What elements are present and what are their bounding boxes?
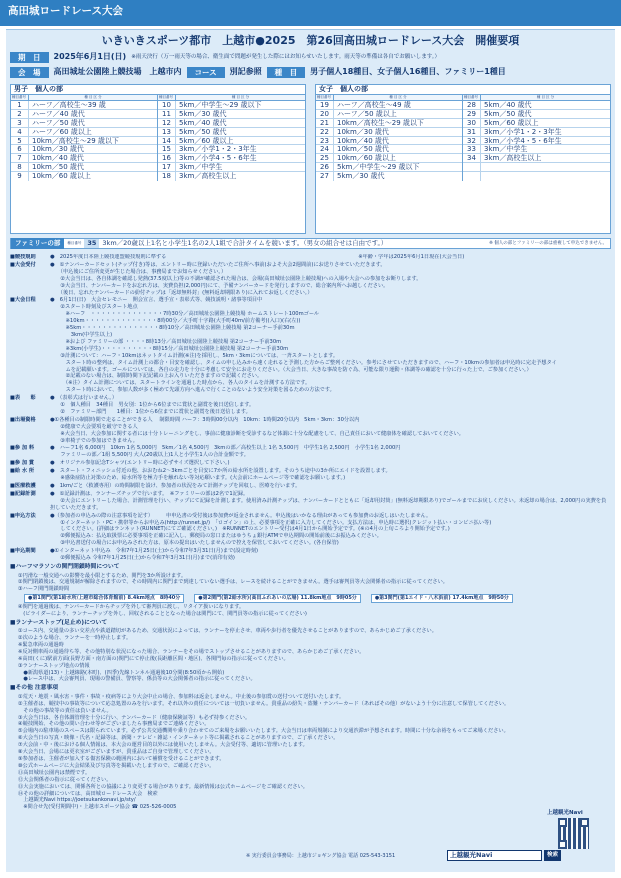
event-name: 5km／40 歳代 [179,118,227,127]
event-number: 27 [316,172,334,181]
event-number: 12 [158,119,176,127]
table-row [11,137,157,146]
date-value: 2025年6月1日(日) [53,52,127,62]
event-name: ハーフ／高校生～39 歳 [32,101,106,109]
event-name: 10km／高校生～29 歳以下 [337,118,424,127]
rule-body: ● （表彰式は行いません。） ① 個人種目 34種目 男女別：1位から6位までに賞状と副賞を後日送信します。 ② ファミリー部門 1種目：1位から6位までに賞状と副賞を後日送信します。 [50,395,255,415]
event-name: 5km／60 歳以上 [179,136,234,145]
table-row [463,119,610,128]
table-row [11,172,157,181]
event-name: 5km／60 歳以上 [484,118,539,127]
rule-section [10,254,611,261]
event-name: 10km／30 歳代 [337,127,389,136]
events-value: 男子個人18種目、女子個人16種目、ファミリー1種目 [310,67,506,77]
event-name: ハーフ／50 歳代 [32,118,85,127]
rule-body: ● ①ナンバーカードセット(チップ付き)等は、エントリー時に登録いただいたご住所へ事前(およそ大会2週間前)にお送りさせていただきます。 （申込後にご住所変更が生じた場合は、事務局までお知らせください。） ②大会当日は、各自体調を確認し発熱(37.5度以上)等の不調が確認された場合は、会場(高田城址公園陸上競技場)への入場や大会への参加をお断りします。 ③大会当日、ナンバーカードをお忘れ方は、実費負担(2,000円)にて、予備ナンバーカードを発行しますので、総合案内所へお越しください。 （後日、忘れたナンバーカードの紛付チップは「返却無料封」(無料返却期限あり)に入れてお返しください。） [50,261,422,296]
event-name: 3km／中学生 [484,145,528,154]
table-row [11,128,157,137]
event-name: 10km／40 歳代 [32,154,84,163]
rule-heading: ■大会受付 [10,261,36,268]
event-number: 18 [158,172,176,181]
rule-heading: ■申込方法 [10,512,36,519]
rule-body: ● ①記録計測は、ランナーズチップで行います。 ※ファミリーの部は2名で1記録。 ②大会にエントリーした場合、計測管理を行い、チップにて記録を計測します。使用済み計測チップは、ナンバーカードとともに「返却用封筒」(無料返却期限あり)でゴールまでにお戻しください。未返却の場合は、2,000円の実費を負担していただきます。 [50,490,607,511]
date-label: 期 日 [10,52,49,64]
event-number: 30 [463,119,481,127]
rule-body: ●（参加者の申込みの際の注意事項を記す） 申申込書の受付後は参加費が返金されません。申込後はいかなる理由があっても参加費のお返しはいたしません。 ①インターネット・PC・携帯等からお申込み(http://runnet.jp/) 「ロゴイン」の上、必要事項を正確に入力してください。支払方法は、申込時に選択(クレジット払い・コンビニ払い等) してください。(詳細はランネット(RUNNET)にてご確認ください。) ※RUNNETのエントリー受付は4月1日から開始予定です。(※の4月の上旬ころより開始予定です。) ②郵便振込み：払込取扱票に必要事項を正確に記入し、郵便局の窓口またはゆうちょ銀行ATMで申込期間の開始前後にお振込みください。 ③申込書送付の場合にお申込みされた方は、原本の提出はいたしませんので控えを保管しておいてください。(各自保管) [50,512,492,547]
event-name: 3km／高校生以上 [484,154,542,163]
table-row [463,101,610,110]
event-name: 10km／高校生～29 歳以下 [32,136,119,145]
event-name: ハーフ／高校生～49 歳 [337,101,411,109]
event-number: 34 [463,154,481,162]
course-value: 別記参照 [229,67,262,77]
table-row [158,110,305,119]
notes-title: ■その他 注意事項 [10,685,59,692]
rule-section [10,297,611,394]
rule-section [10,395,611,416]
table-row [11,163,157,172]
event-number: 10 [158,101,176,109]
date-row [10,51,440,64]
footer-organizer: ※ 実行委員会事務局：上越市ジョギング協会 電話 025-543-3151 [246,853,396,859]
event-name: 10km／60 歳以上 [337,154,396,163]
men-col-left [11,95,158,181]
family-label: ファミリーの部 [11,238,64,248]
event-name: 3km／中学生 [179,163,223,172]
event-name: ハーフ／60 歳以上 [32,127,92,136]
event-number: 13 [158,128,176,136]
rule-heading: ■出場資格 [10,416,36,423]
rule-heading: ■参 加 賞 [10,460,35,467]
event-number: 24 [316,145,334,153]
table-row [463,154,610,163]
table-row [316,154,462,163]
table-row [316,145,462,154]
event-number: 17 [158,163,176,171]
table-row [158,128,305,137]
rule-heading: ■記録計測 [10,490,36,497]
women-col-right [463,95,610,181]
men-col-no-header: 種目番号 [11,95,29,100]
event-number: 25 [316,154,334,162]
event-number: 6 [11,145,29,153]
event-name: 5km／30 歳代 [179,109,227,118]
gate-time: ●第1関門(第1給水所/上越市総合体育館前) 8.4km地点 8時40分 [24,594,184,603]
venue-row [10,66,506,79]
event-name: 5km／中学生～29 歳以下 [179,101,262,109]
table-row [463,172,610,181]
event-name: 5km／50 歳代 [179,127,227,136]
table-row [463,145,610,154]
event-number: 8 [11,163,29,171]
table-row [316,163,462,172]
nav-label: 上越観光Navi [547,810,583,816]
event-number: 29 [463,110,481,118]
family-row [10,238,611,249]
event-number: 21 [316,119,334,127]
women-table [315,84,611,234]
event-number: 14 [158,137,176,145]
half-body-2: ④関門を通過後は、ナンバーカードからチップを外して審判員に渡し、リタイア扱いになります。 (ビライダーにより、ランナーチップを外し、回収されることとなった場合は関門にて、関門員等の指示に従ってください) [18,603,307,617]
event-number: 1 [11,101,29,109]
rule-heading: ■大会日程 [10,297,36,304]
event-name: 10km／50 歳代 [337,145,389,154]
table-row [158,137,305,146]
date-note: ※雨天決行（万一雨天等の場合、衛生面で問題が発生した際にはお知らせいたします。雨天等の準備は各自でお願いします。） [131,53,441,60]
rule-body: ● スタート・フィニッシュ付近の他、おおむね2～3kmごとを目安に7か所の給水所を設置します。そのうち途中の3か所にエイドを設置します。 ※感染症防止対策のため、給水所等を極力手を触れない等対応願います。(大会前にホームページ等で確認をお願いします。) [50,468,391,482]
men-col-name-header: 種 目 区 分 [84,95,102,99]
rule-section [10,468,611,482]
table-row [11,119,157,128]
event-number: 33 [463,145,481,153]
event-number: 9 [11,172,29,181]
event-name: 5km／50 歳代 [484,109,532,118]
event-name: 3km／小学1・2・3年生 [179,145,257,154]
table-row [463,110,610,119]
table-row [158,101,305,110]
event-number: 7 [11,154,29,162]
table-row [316,172,462,181]
rule-section [10,445,611,459]
rule-heading: ■競技規則 [10,254,36,260]
qr-code-icon[interactable] [558,818,589,849]
table-row [463,163,610,172]
table-row [316,101,462,110]
table-row [158,119,305,128]
table-row [316,119,462,128]
events-label: 種 目 [267,67,306,79]
event-name: 3km／小学1・2・3年生 [484,127,562,136]
stop-body: ①コース内、交通量の多い交差点や鉄道踏切があるため、交通状況によっては、ランナーを停止させ、車両や歩行者を優先させることがありますので、あらかじめご了承ください。 ②次のような場合、ランナーを一時停止します。 ※緊急車両の通過時 ※反対側車両の通過待ち等、その他特別な状況になった場合、ランナーをその場でストップさせることがありますので、あらかじめご了承ください。 ※高田(くに)駅前方面(長野方面・南方面の)関門にて停止後(長距離区間・地区)、各関門毎の指示に従ってください。 ③ランナーストップ地点の情報 ●新潟県道(13)・上越線路(本町)、(四季)先線トンネル通過後10分間(8:50頃から開始) ●レース中は、大会審判員、現場の警備員、警察等、係員等の大会関係者の指示に従ってください。 [18,628,437,683]
stop-title: ■ランナーストップ(足止め)について [10,619,108,626]
rule-section [10,491,611,512]
family-no-label: 種目番号 [67,241,82,246]
rule-heading: ■給 水 所 [10,468,35,475]
table-row [11,154,157,163]
event-name: 3km／小学4・5・6年生 [179,154,257,163]
nav-search-button[interactable]: 検索 [544,850,561,861]
half-body: ①円滑な一般交通への影響を最小限とするため、関門を3か所設けます。 ②関門閉鎖後は、交通規制が解除されますので、その時間内に関門まで到達していない選手は、レースを続けることができません。選手は審判員等大会関係者の指示に従ってください。 ③ハーフ関門閉鎖時間 [18,572,448,593]
event-number: 2 [11,110,29,118]
rule-body: ● 1km/ごと（救護専用）の時間制限を設け、参加者の状況をみて計測チップを回収し、医療を行います。 [50,483,301,489]
rule-section [10,548,611,562]
rule-body: ● 6月1日(日) 大会セレモニー 開会宣言、選手宣・表彰式等、競技説明・諸事等項目中 ②スタート時刻及びスタート地点 ※ハーフ ・・・・・・・・・・・・・・7時30分／高田城址公園陸上競技場 ホームストレート100mゴール ※10km・・・・・・・・・・・・・・8時00分／大手町十字路(大手町40m/前方備考)(入口)(右(左)) ※5km・・・・・・・・・・・・・・・8時10分／高田城址公園陸上競技場 第2コーナー手前30m 3km(中学生以上) ※および ファミリーの部 ・・・・8時13分／高田城址公園陸上競技場 第2コーナー手前30m ※3km(小学生)・・・・・・・・・・8時15分／高田城址公園陸上競技場 第2コーナー手前30m ③計測について：ハーフ・10kmはネットタイム計測(※注)を採用し、5km・3kmについては、一斉スタートとします。 スタート時の整列は、タイム計測上の都合・目安を確認し、タイムの申し込みから速く走れると予測した方からご整列ください。参考にさせていただきますので、ハーフ・10kmの参加者は申込時に完走予想タイ ムを記載願います。ゴールについては、各自の走力を十分に考慮して安全にお走りください。（大会当日、大きな事故を防ぐ為、可能な限り運動・体調等の確認を十分に行った上で、ご参加ください。） ②記載のない場合は、制限時間下記記載の上お入りいただきますので記載ください。 （※注）タイム計測については、スタートラインを通過した時点から、各人のタイムを計測する方法です。 スタート時において、参加人数が多く極めて先頭方向へ進んで行くことのないよう安全対策を図るための方法です。 [50,297,557,394]
event-number: 28 [463,101,481,109]
rule-heading: ■表 彰 [10,395,36,402]
women-table-title: 女子 個人の部 [316,85,610,95]
rule-body: ● 2025年度日本陸上競技連盟競技規則に準ずる ※年齢・学年は2025年6月1日現在(大会当日) [50,254,465,260]
women-col-name-header: 種 目 区 分 [536,95,555,99]
rule-heading: ■医療救護 [10,483,36,489]
event-number: 22 [316,128,334,136]
rule-section [10,417,611,445]
course-label: コース [187,67,225,79]
table-row [316,128,462,137]
women-col-name-header: 種 目 区 分 [389,95,407,99]
rule-body: ●①インターネット申込み 令和7年1月25日(土)から令和7年3月31日(月)まで(設定時刻) ②郵便振込み 令和7年1月25日(土)から令和7年3月31日(月)まで(消印有効) [50,548,259,562]
gate-time: ●第3関門(第1エイド・八木浜前) 17.4km地点 9時50分 [371,594,513,603]
table-row [463,137,610,146]
women-col-left [316,95,463,181]
gate-time: ●第2関門(第2給水所)(高田ふれあいの広場) 11.8km地点 9時05分 [194,594,361,603]
table-row [158,163,305,172]
event-name [481,163,610,171]
rule-body: ● ハーフ1名 6,000円 10km 1名 5,000円 5km／1名 4,500円 3kmの部／高校生以上 1名 3,500円 中学生1名 2,500円 小学生1名 2,000円 ファミリーの部／1組 5,500円 大人(20歳以上)1人と小学生1人の合計金額です。 [50,445,401,459]
event-number: 23 [316,137,334,145]
men-col-right [158,95,305,181]
event-number [463,172,481,181]
event-number: 3 [11,119,29,127]
rule-heading: ■参 加 料 [10,445,35,452]
event-number: 15 [158,145,176,153]
table-row [11,110,157,119]
nav-search [447,850,561,861]
men-table [10,84,306,234]
banner-title: 高田城ロードレース大会 [0,0,621,26]
event-name: 5km／30 歳代 [337,172,385,181]
event-name: 3km／小学4・5・6年生 [484,136,562,145]
venue-label: 会 場 [10,67,49,79]
document-body [6,29,615,872]
event-name [481,172,610,181]
event-name: 10km／30 歳代 [32,145,84,154]
event-name: ハーフ／50 歳以上 [337,109,397,118]
event-number: 19 [316,101,334,109]
event-number: 16 [158,154,176,162]
rules-section [10,254,611,858]
table-row [463,128,610,137]
event-number [463,163,481,171]
event-name: 10km／60 歳以上 [32,172,91,181]
table-row [158,154,305,163]
event-name: 3km／高校生以上 [179,172,237,181]
event-number: 26 [316,163,334,171]
half-title: ■ハーフマラソンの関門閉鎖時間について [10,563,120,570]
women-col-no-header: 種目番号 [463,95,481,100]
event-number: 11 [158,110,176,118]
family-no: 35 [84,239,99,247]
men-col-no-header: 種目番号 [158,95,176,100]
page-title: いきいきスポーツ都市 上越市●2025 第26回高田城ロードレース大会 開催要項 [101,34,520,47]
rule-section [10,460,611,467]
family-text: 3km／20歳以上1名と小学生1名の2人1組で合計タイムを競います。（男女の組合せは自由です。） [102,239,388,248]
event-number: 5 [11,137,29,145]
venue-value: 高田城址公園陸上競技場 上越市内 [53,67,182,77]
event-name: ハーフ／40 歳代 [32,109,85,118]
women-col-no-header: 種目番号 [316,95,334,100]
rule-section [10,262,611,297]
event-name: 10km／40 歳代 [337,136,389,145]
event-name: 5km／中学生～29 歳以下 [337,163,420,172]
table-row [11,145,157,154]
men-col-name-header: 種 目 区 分 [231,95,250,99]
event-number: 31 [463,128,481,136]
event-number: 4 [11,128,29,136]
rule-heading: ■申込期間 [10,548,36,555]
table-row [158,172,305,181]
family-note: ※ 個人の部とファミリーの部は重複して申込できません。 [489,240,607,246]
table-row [158,145,305,154]
event-number: 32 [463,137,481,145]
event-name: 10km／50 歳代 [32,163,84,172]
rule-body: ●①各種目の制限時間で走ることができる人 制限時間 ハーフ：3時間00分以内 10km：1時間20分以内 5km・3km：30分以内 ②健康で大会要項を厳守できる人 ※大会当日、大会参加に関する者には十分トレーニングをし、事前に健康診断を受診するなど体調に十分な配慮をして、自己責任において健康体を確認しておいてください。 ③車椅子での参加はできません。 [50,416,464,444]
rule-body: ● オリジナル参加記念Tシャツ(エントリー時に必ずサイズ選択して下さい。) [50,460,230,467]
event-number: 20 [316,110,334,118]
notes-body: ①荒天・地震・風水害・事件・事故・疫病等により大会中止の場合、参加料は返金しません。中止後の参加賞の送付ついて送付いたします。 ②主催者は、競技中の事故等について応急処置のみを行います。それ以外の責任については一切負いません。貴重品の紛失・盗難・ナンバーカード（あればその他）がないよう十分に注意して保管してください。 その他の事故等の責任は負いません。 ③大会当日は、各自体調管理を十分に行い、ナンバーカード（健康保険証等）も必ず持参ください。 ④競技開始、その他の問い合わせ等がございましたら事務局までご連絡ください。 ⑤会場内の駐車場のスペースは限られています。必ず公共交通機関や乗り合わせてのご来場をお願いいたします。大会当日は車両規制により交通渋滞が予想されます。時間に十分な余裕をもってご来場ください。 ⑥大会当日の写真・映像・氏名・記録等は、新聞・テレビ・雑誌・インターネット等に掲載されることがありますので、ご了承ください。 ⑦大会前・中・後における個人情報は、本大会の運営目的以外には使用いたしません。大会受付等、適切に管理いたします。 ⑧大会当日、会場には更衣室がございますが、貴重品はご自身で管理してください。 ⑨参加者は、主催者が加入する傷害保険の範囲内において補償を受けることができます。 ⑩公式ホームページに大会結果及び写真等を掲載いたしますので、ご確認ください。 ⑪高田城址公園内は禁煙です。 ⑫大会関係者の指示に従ってください。 ⑬大会実施においては、関係各所との協議により変更する場合があります。最新情報は公式ホームページをご確認ください。 ⑭その他の詳細については、高田城ロードレース大会 検索 上越観光Navi https://joetsukankonavi.jp/sty/ ※問合せ先(受付期間中)・上越市スポーツ協会 ☎ 025-526-0005 [18,693,510,811]
men-table-title: 男子 個人の部 [11,85,305,95]
table-row [316,110,462,119]
event-name: 5km／40 歳代 [484,101,532,109]
rule-section [10,513,611,548]
nav-search-input[interactable]: 上越観光Navi [447,850,542,861]
table-row [11,101,157,110]
rule-section [10,483,611,490]
table-row [316,137,462,146]
